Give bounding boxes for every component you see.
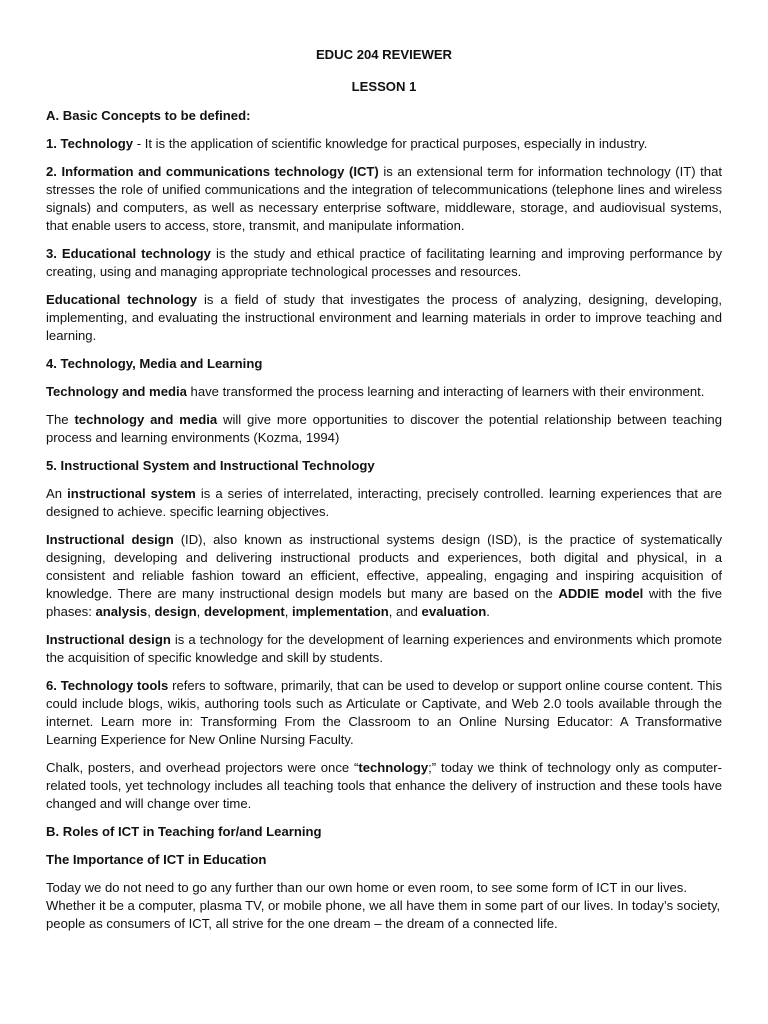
- paragraph-technology-media-opportunities: The technology and media will give more opportunities to discover the potential relationship between teaching process and learning environments (Kozma, 1994): [46, 412, 723, 445]
- document-body: [46, 46, 722, 943]
- paragraph-ict: 2. Information and communications technology (ICT) is an extensional term for information technology (IT) that stresses the role of unified communications and the integration of telecommunications (telephone lines and wireless signals) and computers, as well as necessary enterprise software, middleware, storage, and audiovisual systems, that enable users to access, store, transmit, and manipulate information.: [46, 164, 722, 233]
- paragraph-importance-ict: Today we do not need to go any further than our own home or even room, to see some form of ICT in our lives. Whether it be a computer, plasma TV, or mobile phone, we all have them in some part of our lives. In today’s society, people as consumers of ICT, all strive for the one dream – the dream of a connected life.: [46, 880, 721, 931]
- paragraph-educational-technology: 3. Educational technology is the study and ethical practice of facilitating learning and improving performance by creating, using and managing appropriate technological processes and resources.: [46, 246, 722, 279]
- paragraph-instructional-design-addie: Instructional design (ID), also known as instructional systems design (ISD), is the practice of systematically designing, developing and delivering instructional products and experiences, both digital and physical, in a consistent and reliable fashion toward an efficient, effective, appealing, engaging and inspiring acquisition of knowledge. There are many instructional design models but many are based on the ADDIE model with the five phases: analysis, design, development, implementation, and evaluation.: [46, 532, 722, 619]
- section-a-heading: A. Basic Concepts to be defined:: [46, 108, 251, 123]
- section-b-heading: B. Roles of ICT in Teaching for/and Learning: [46, 824, 322, 839]
- lesson-heading: LESSON 1: [351, 79, 417, 94]
- paragraph-instructional-design-technology: Instructional design is a technology for the development of learning experiences and environments which promote the acquisition of specific knowledge and skill by students.: [46, 632, 722, 665]
- document-title: EDUC 204 REVIEWER: [315, 47, 453, 62]
- paragraph-technology-tools: 6. Technology tools refers to software, primarily, that can be used to develop or support online course content. This could include blogs, wikis, authoring tools such as Articulate or Captivate, and Web 2.0 tools available through the internet. Learn more in: Transforming From the Classroom to an Online Nursing Educator: A Transformative Learning Experience for New Online Nursing Faculty.: [46, 678, 722, 747]
- paragraph-chalk-posters: Chalk, posters, and overhead projectors were once “technology;” today we think of technology only as computer-related tools, yet technology includes all teaching tools that enhance the delivery of instruction and these tools have changed and will change over time.: [46, 760, 722, 811]
- section-4-heading: 4. Technology, Media and Learning: [46, 356, 263, 371]
- paragraph-educational-technology-field: Educational technology is a field of study that investigates the process of analyzing, designing, developing, implementing, and evaluating the instructional environment and learning materials in order to improve teaching and learning.: [46, 292, 722, 343]
- paragraph-instructional-system: An instructional system is a series of interrelated, interacting, precisely controlled. learning experiences that are designed to achieve. specific learning objectives.: [46, 486, 723, 519]
- importance-heading: The Importance of ICT in Education: [46, 852, 267, 867]
- paragraph-technology: 1. Technology - It is the application of scientific knowledge for practical purposes, especially in industry.: [46, 136, 648, 151]
- paragraph-technology-media: Technology and media have transformed the process learning and interacting of learners with their environment.: [46, 384, 705, 399]
- section-5-heading: 5. Instructional System and Instructional Technology: [46, 458, 375, 473]
